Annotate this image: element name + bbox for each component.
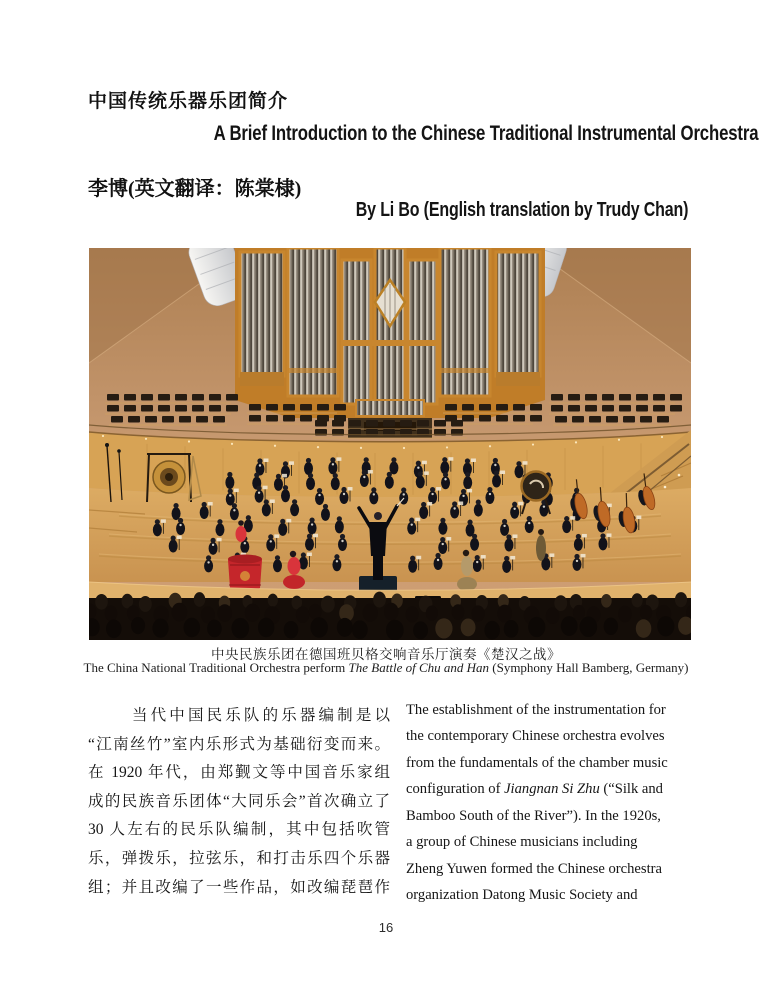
text-line: Zheng Yuwen formed the Chinese orchestra: [406, 860, 662, 877]
body-column-chinese: [88, 702, 390, 902]
article-title-english-text: A Brief Introduction to the Chinese Traditional Instrumental Orchestra: [213, 121, 759, 145]
orchestra-photo-graphic: [89, 248, 691, 640]
article-title-chinese: 中国传统乐器乐团简介: [88, 91, 289, 112]
byline-english: [60, 198, 688, 222]
byline-chinese: 李博(英文翻译：陈棠棣): [88, 178, 302, 200]
page-number: 16: [378, 920, 394, 935]
body-column-english: [406, 697, 691, 909]
text-line: 乐，弹拨乐，拉弦乐，和打击乐四个乐器: [88, 849, 390, 867]
byline-english-text: By Li Bo (English translation by Trudy Chan): [355, 198, 688, 221]
text-line: a group of Chinese musicians including: [406, 834, 638, 851]
text-line: 组；并且改编了一些作品，如改编琵琶作: [88, 878, 390, 896]
orchestra-photo: [89, 248, 691, 640]
text-line: 30 人左右的民乐队编制，其中包括吹管: [88, 821, 390, 839]
figure-caption-chinese: 中央民族乐团在德国班贝格交响音乐厅演奏《楚汉之战》: [211, 647, 561, 662]
text-line: the contemporary Chinese orchestra evolves: [406, 728, 665, 745]
text-line: from the fundamentals of the chamber music: [406, 754, 668, 771]
text-line: 成的民族音乐团体“大同乐会”首次确立了: [88, 792, 390, 810]
figure-caption-english: The China National Traditional Orchestra perform The Battle of Chu and Han (Symphony Hall Bamberg, Germany): [83, 660, 689, 675]
text-line: configuration of Jiangnan Si Zhu (“Silk and: [406, 781, 663, 798]
text-line: 当代中国民乐队的乐器编制是以: [132, 707, 390, 724]
text-line: 在 1920 年代，由郑觐文等中国音乐家组: [88, 764, 390, 782]
article-title-english: [60, 121, 759, 146]
text-line: Bamboo South of the River”). In the 1920s,: [406, 807, 661, 824]
text-line: The establishment of the instrumentation for: [406, 702, 666, 718]
text-line: organization Datong Music Society and: [406, 887, 638, 904]
text-line: “江南丝竹”室内乐形式为基础衍变而来。: [88, 735, 390, 753]
